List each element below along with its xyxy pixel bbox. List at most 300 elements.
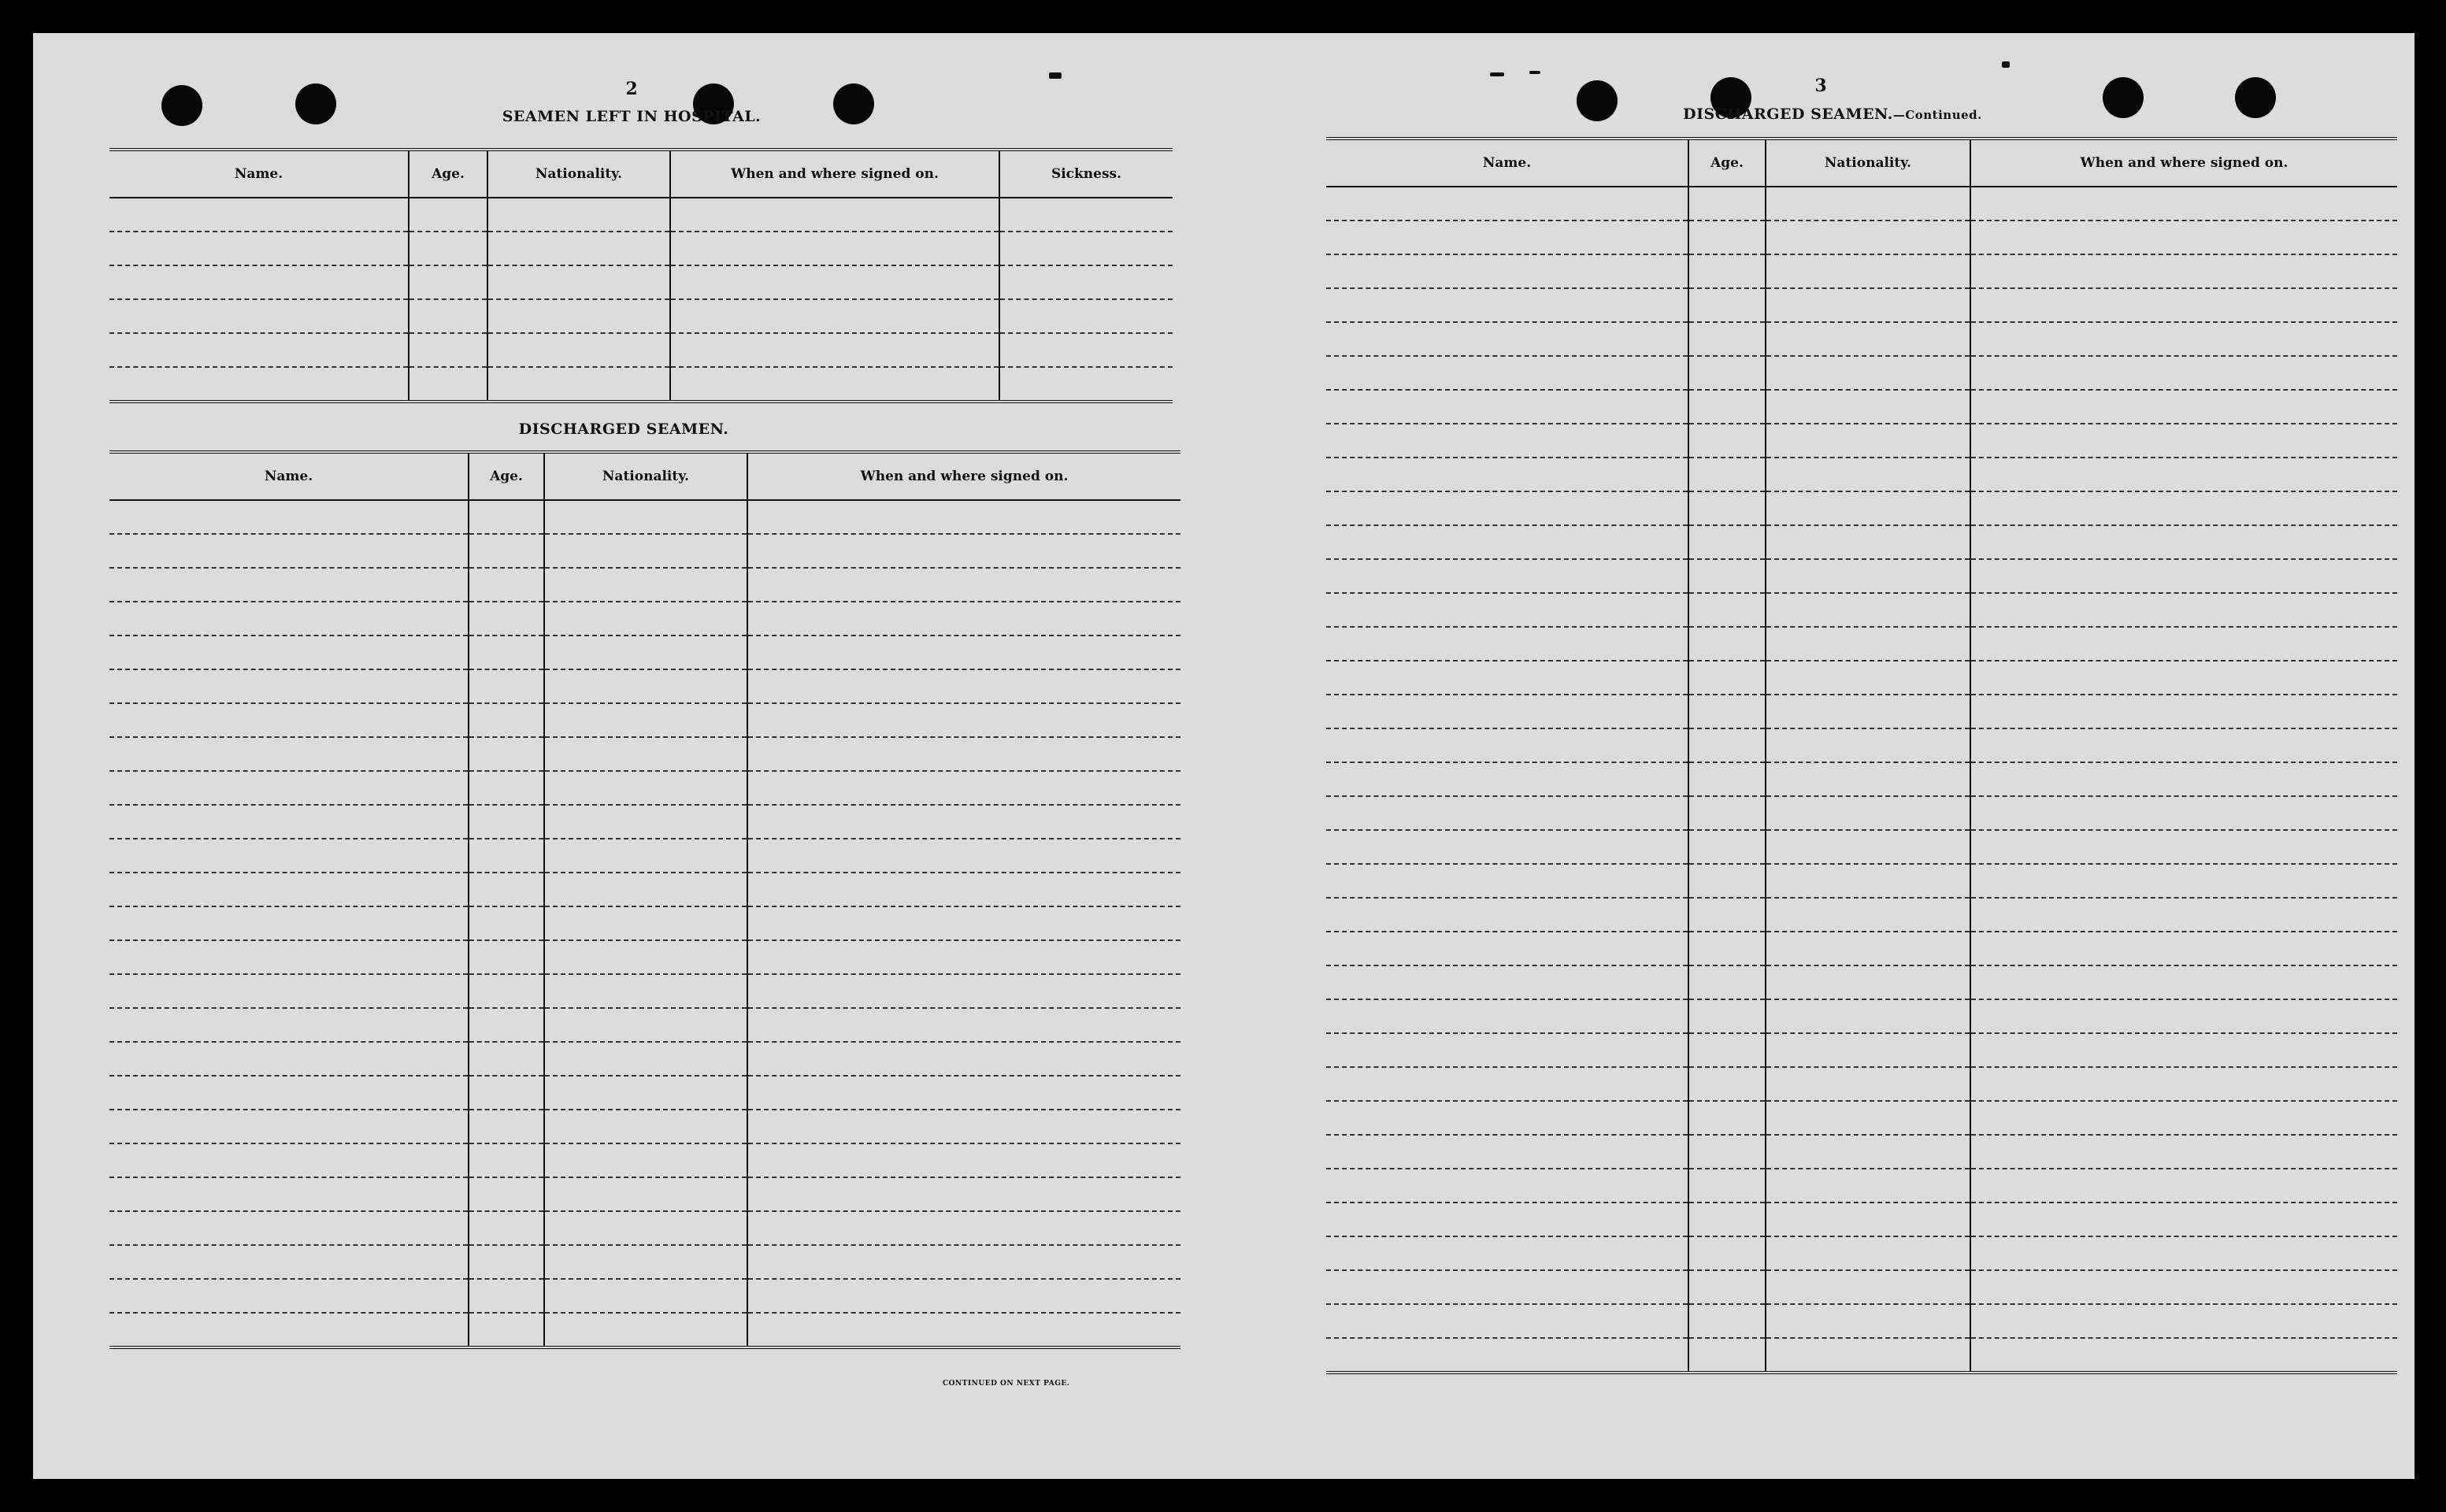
name-cell[interactable] bbox=[109, 1042, 469, 1076]
signed-on-cell[interactable] bbox=[747, 636, 1180, 669]
age-cell[interactable] bbox=[1688, 898, 1766, 932]
name-cell[interactable] bbox=[1326, 187, 1688, 220]
name-cell[interactable] bbox=[1326, 695, 1688, 728]
age-cell[interactable] bbox=[1688, 424, 1766, 458]
age-cell[interactable] bbox=[1688, 1033, 1766, 1067]
signed-on-cell[interactable] bbox=[747, 1279, 1180, 1313]
signed-on-cell[interactable] bbox=[670, 232, 999, 265]
signed-on-cell[interactable] bbox=[670, 299, 999, 333]
sickness-cell[interactable] bbox=[999, 367, 1173, 402]
name-cell[interactable] bbox=[109, 1008, 469, 1042]
name-cell[interactable] bbox=[109, 669, 469, 703]
age-cell[interactable] bbox=[1688, 728, 1766, 762]
name-cell[interactable] bbox=[1326, 864, 1688, 898]
nationality-cell[interactable] bbox=[544, 839, 747, 873]
age-cell[interactable] bbox=[469, 1177, 544, 1211]
name-cell[interactable] bbox=[1326, 1203, 1688, 1236]
nationality-cell[interactable] bbox=[1766, 220, 1970, 254]
table-row bbox=[109, 703, 1180, 737]
signed-on-cell[interactable] bbox=[1970, 254, 2397, 288]
name-cell[interactable] bbox=[1326, 458, 1688, 491]
age-cell[interactable] bbox=[409, 299, 487, 333]
name-cell[interactable] bbox=[1326, 1101, 1688, 1135]
signed-on-cell[interactable] bbox=[747, 1211, 1180, 1245]
name-cell[interactable] bbox=[1326, 220, 1688, 254]
name-cell[interactable] bbox=[1326, 999, 1688, 1033]
nationality-cell[interactable] bbox=[1766, 965, 1970, 999]
nationality-cell[interactable] bbox=[1766, 796, 1970, 830]
nationality-cell[interactable] bbox=[544, 906, 747, 940]
age-cell[interactable] bbox=[1688, 322, 1766, 356]
age-cell[interactable] bbox=[1688, 762, 1766, 796]
age-cell[interactable] bbox=[409, 232, 487, 265]
name-cell[interactable] bbox=[109, 1110, 469, 1143]
name-cell[interactable] bbox=[109, 805, 469, 839]
name-cell[interactable] bbox=[1326, 830, 1688, 864]
table-row bbox=[1326, 999, 2397, 1033]
nationality-cell[interactable] bbox=[544, 500, 747, 534]
signed-on-cell[interactable] bbox=[1970, 830, 2397, 864]
signed-on-cell[interactable] bbox=[747, 534, 1180, 568]
age-cell[interactable] bbox=[1688, 999, 1766, 1033]
age-cell[interactable] bbox=[1688, 288, 1766, 322]
nationality-cell[interactable] bbox=[544, 703, 747, 737]
age-cell[interactable] bbox=[469, 1245, 544, 1279]
table-row bbox=[1326, 1033, 2397, 1067]
signed-on-cell[interactable] bbox=[1970, 220, 2397, 254]
nationality-cell[interactable] bbox=[544, 1042, 747, 1076]
nationality-cell[interactable] bbox=[1766, 1067, 1970, 1101]
nationality-cell[interactable] bbox=[487, 198, 670, 232]
age-cell[interactable] bbox=[1688, 1203, 1766, 1236]
signed-on-cell[interactable] bbox=[1970, 1101, 2397, 1135]
signed-on-cell[interactable] bbox=[747, 1245, 1180, 1279]
nationality-cell[interactable] bbox=[544, 1110, 747, 1143]
signed-on-cell[interactable] bbox=[1970, 898, 2397, 932]
name-cell[interactable] bbox=[1326, 559, 1688, 593]
column-header-sickness: Sickness. bbox=[999, 150, 1173, 198]
signed-on-cell[interactable] bbox=[1970, 593, 2397, 627]
age-cell[interactable] bbox=[469, 771, 544, 805]
nationality-cell[interactable] bbox=[1766, 458, 1970, 491]
age-cell[interactable] bbox=[1688, 796, 1766, 830]
age-cell[interactable] bbox=[469, 636, 544, 669]
name-cell[interactable] bbox=[1326, 322, 1688, 356]
nationality-cell[interactable] bbox=[1766, 187, 1970, 220]
nationality-cell[interactable] bbox=[1766, 932, 1970, 965]
table-row bbox=[109, 1076, 1180, 1110]
age-cell[interactable] bbox=[409, 265, 487, 299]
name-cell[interactable] bbox=[109, 839, 469, 873]
signed-on-cell[interactable] bbox=[1970, 356, 2397, 390]
signed-on-cell[interactable] bbox=[1970, 796, 2397, 830]
nationality-cell[interactable] bbox=[544, 568, 747, 602]
nationality-cell[interactable] bbox=[1766, 356, 1970, 390]
age-cell[interactable] bbox=[1688, 661, 1766, 695]
nationality-cell[interactable] bbox=[544, 974, 747, 1008]
nationality-cell[interactable] bbox=[1766, 491, 1970, 525]
age-cell[interactable] bbox=[1688, 965, 1766, 999]
signed-on-cell[interactable] bbox=[747, 669, 1180, 703]
age-cell[interactable] bbox=[1688, 627, 1766, 661]
name-cell[interactable] bbox=[1326, 627, 1688, 661]
signed-on-cell[interactable] bbox=[747, 568, 1180, 602]
nationality-cell[interactable] bbox=[544, 636, 747, 669]
nationality-cell[interactable] bbox=[1766, 1101, 1970, 1135]
name-cell[interactable] bbox=[109, 1313, 469, 1347]
signed-on-cell[interactable] bbox=[1970, 187, 2397, 220]
table-row bbox=[1326, 796, 2397, 830]
age-cell[interactable] bbox=[1688, 559, 1766, 593]
table-row bbox=[109, 1042, 1180, 1076]
signed-on-cell[interactable] bbox=[747, 839, 1180, 873]
table-row bbox=[1326, 559, 2397, 593]
nationality-cell[interactable] bbox=[1766, 322, 1970, 356]
signed-on-cell[interactable] bbox=[1970, 1236, 2397, 1270]
signed-on-cell[interactable] bbox=[1970, 965, 2397, 999]
name-cell[interactable] bbox=[109, 636, 469, 669]
signed-on-cell[interactable] bbox=[1970, 525, 2397, 559]
age-cell[interactable] bbox=[409, 333, 487, 367]
age-cell[interactable] bbox=[1688, 932, 1766, 965]
age-cell[interactable] bbox=[1688, 458, 1766, 491]
nationality-cell[interactable] bbox=[1766, 830, 1970, 864]
nationality-cell[interactable] bbox=[1766, 1135, 1970, 1169]
age-cell[interactable] bbox=[469, 737, 544, 771]
age-cell[interactable] bbox=[469, 1211, 544, 1245]
table-row bbox=[1326, 356, 2397, 390]
name-cell[interactable] bbox=[1326, 796, 1688, 830]
name-cell[interactable] bbox=[1326, 1236, 1688, 1270]
signed-on-cell[interactable] bbox=[1970, 1270, 2397, 1304]
name-cell[interactable] bbox=[109, 500, 469, 534]
age-cell[interactable] bbox=[1688, 491, 1766, 525]
nationality-cell[interactable] bbox=[1766, 695, 1970, 728]
table-row bbox=[109, 1008, 1180, 1042]
age-cell[interactable] bbox=[469, 940, 544, 974]
name-cell[interactable] bbox=[1326, 593, 1688, 627]
age-cell[interactable] bbox=[1688, 525, 1766, 559]
signed-on-cell[interactable] bbox=[1970, 932, 2397, 965]
signed-on-cell[interactable] bbox=[670, 265, 999, 299]
signed-on-cell[interactable] bbox=[747, 1008, 1180, 1042]
signed-on-cell[interactable] bbox=[1970, 762, 2397, 796]
name-cell[interactable] bbox=[109, 265, 409, 299]
nationality-cell[interactable] bbox=[544, 940, 747, 974]
nationality-cell[interactable] bbox=[1766, 288, 1970, 322]
signed-on-cell[interactable] bbox=[1970, 1304, 2397, 1338]
nationality-cell[interactable] bbox=[1766, 559, 1970, 593]
nationality-cell[interactable] bbox=[544, 1177, 747, 1211]
signed-on-cell[interactable] bbox=[1970, 1169, 2397, 1203]
age-cell[interactable] bbox=[1688, 1338, 1766, 1373]
discharged-table-body bbox=[109, 500, 1180, 1347]
nationality-cell[interactable] bbox=[1766, 525, 1970, 559]
signed-on-cell[interactable] bbox=[747, 500, 1180, 534]
name-cell[interactable] bbox=[1326, 965, 1688, 999]
nationality-cell[interactable] bbox=[1766, 1304, 1970, 1338]
nationality-cell[interactable] bbox=[1766, 898, 1970, 932]
age-cell[interactable] bbox=[469, 500, 544, 534]
name-cell[interactable] bbox=[1326, 1169, 1688, 1203]
signed-on-cell[interactable] bbox=[1970, 559, 2397, 593]
nationality-cell[interactable] bbox=[487, 232, 670, 265]
name-cell[interactable] bbox=[109, 1279, 469, 1313]
name-cell[interactable] bbox=[109, 771, 469, 805]
name-cell[interactable] bbox=[109, 333, 409, 367]
age-cell[interactable] bbox=[1688, 1067, 1766, 1101]
nationality-cell[interactable] bbox=[544, 602, 747, 636]
name-cell[interactable] bbox=[109, 1245, 469, 1279]
name-cell[interactable] bbox=[109, 534, 469, 568]
age-cell[interactable] bbox=[469, 906, 544, 940]
nationality-cell[interactable] bbox=[487, 367, 670, 402]
age-cell[interactable] bbox=[1688, 220, 1766, 254]
signed-on-cell[interactable] bbox=[1970, 288, 2397, 322]
name-cell[interactable] bbox=[109, 232, 409, 265]
signed-on-cell[interactable] bbox=[1970, 424, 2397, 458]
signed-on-cell[interactable] bbox=[1970, 1067, 2397, 1101]
nationality-cell[interactable] bbox=[544, 737, 747, 771]
age-cell[interactable] bbox=[1688, 356, 1766, 390]
signed-on-cell[interactable] bbox=[1970, 627, 2397, 661]
name-cell[interactable] bbox=[1326, 288, 1688, 322]
name-cell[interactable] bbox=[1326, 1338, 1688, 1373]
age-cell[interactable] bbox=[469, 805, 544, 839]
signed-on-cell[interactable] bbox=[1970, 1203, 2397, 1236]
age-cell[interactable] bbox=[469, 1110, 544, 1143]
signed-on-cell[interactable] bbox=[1970, 864, 2397, 898]
age-cell[interactable] bbox=[1688, 830, 1766, 864]
age-cell[interactable] bbox=[469, 1279, 544, 1313]
nationality-cell[interactable] bbox=[1766, 728, 1970, 762]
age-cell[interactable] bbox=[1688, 1304, 1766, 1338]
signed-on-cell[interactable] bbox=[670, 367, 999, 402]
nationality-cell[interactable] bbox=[487, 265, 670, 299]
signed-on-cell[interactable] bbox=[1970, 1033, 2397, 1067]
nationality-cell[interactable] bbox=[544, 534, 747, 568]
name-cell[interactable] bbox=[109, 1143, 469, 1177]
age-cell[interactable] bbox=[469, 602, 544, 636]
name-cell[interactable] bbox=[109, 367, 409, 402]
nationality-cell[interactable] bbox=[1766, 254, 1970, 288]
table-row bbox=[1326, 830, 2397, 864]
name-cell[interactable] bbox=[109, 1177, 469, 1211]
name-cell[interactable] bbox=[109, 568, 469, 602]
nationality-cell[interactable] bbox=[1766, 424, 1970, 458]
name-cell[interactable] bbox=[1326, 762, 1688, 796]
nationality-cell[interactable] bbox=[544, 805, 747, 839]
sickness-cell[interactable] bbox=[999, 265, 1173, 299]
signed-on-cell[interactable] bbox=[747, 1177, 1180, 1211]
hospital-section-title: SEAMEN LEFT IN HOSPITAL. bbox=[502, 108, 762, 125]
signed-on-cell[interactable] bbox=[1970, 491, 2397, 525]
age-cell[interactable] bbox=[1688, 695, 1766, 728]
age-cell[interactable] bbox=[1688, 864, 1766, 898]
signed-on-cell[interactable] bbox=[747, 602, 1180, 636]
nationality-cell[interactable] bbox=[1766, 999, 1970, 1033]
signed-on-cell[interactable] bbox=[1970, 999, 2397, 1033]
age-cell[interactable] bbox=[469, 568, 544, 602]
table-row bbox=[1326, 728, 2397, 762]
signed-on-cell[interactable] bbox=[1970, 1135, 2397, 1169]
signed-on-cell[interactable] bbox=[747, 1110, 1180, 1143]
sickness-cell[interactable] bbox=[999, 299, 1173, 333]
signed-on-cell[interactable] bbox=[747, 940, 1180, 974]
age-cell[interactable] bbox=[469, 873, 544, 906]
nationality-cell[interactable] bbox=[544, 1143, 747, 1177]
name-cell[interactable] bbox=[1326, 1304, 1688, 1338]
signed-on-cell[interactable] bbox=[1970, 661, 2397, 695]
sickness-cell[interactable] bbox=[999, 198, 1173, 232]
nationality-cell[interactable] bbox=[1766, 593, 1970, 627]
column-header-age: Age. bbox=[469, 452, 544, 500]
name-cell[interactable] bbox=[1326, 898, 1688, 932]
age-cell[interactable] bbox=[1688, 1135, 1766, 1169]
name-cell[interactable] bbox=[1326, 491, 1688, 525]
discharged-continued-table-body bbox=[1326, 187, 2397, 1373]
age-cell[interactable] bbox=[1688, 1169, 1766, 1203]
name-cell[interactable] bbox=[109, 974, 469, 1008]
name-cell[interactable] bbox=[109, 602, 469, 636]
signed-on-cell[interactable] bbox=[747, 737, 1180, 771]
table-row bbox=[109, 974, 1180, 1008]
table-row bbox=[109, 367, 1173, 402]
age-cell[interactable] bbox=[1688, 187, 1766, 220]
table-row bbox=[109, 299, 1173, 333]
nationality-cell[interactable] bbox=[1766, 661, 1970, 695]
signed-on-cell[interactable] bbox=[670, 333, 999, 367]
signed-on-cell[interactable] bbox=[1970, 458, 2397, 491]
table-header-row bbox=[109, 452, 1180, 500]
nationality-cell[interactable] bbox=[487, 299, 670, 333]
signed-on-cell[interactable] bbox=[670, 198, 999, 232]
name-cell[interactable] bbox=[1326, 1135, 1688, 1169]
nationality-cell[interactable] bbox=[544, 1008, 747, 1042]
nationality-cell[interactable] bbox=[1766, 627, 1970, 661]
hospital-table bbox=[109, 148, 1173, 403]
signed-on-cell[interactable] bbox=[1970, 1338, 2397, 1373]
name-cell[interactable] bbox=[109, 940, 469, 974]
nationality-cell[interactable] bbox=[1766, 1169, 1970, 1203]
table-row bbox=[1326, 695, 2397, 728]
signed-on-cell[interactable] bbox=[747, 1042, 1180, 1076]
name-cell[interactable] bbox=[1326, 1270, 1688, 1304]
age-cell[interactable] bbox=[469, 974, 544, 1008]
age-cell[interactable] bbox=[1688, 593, 1766, 627]
name-cell[interactable] bbox=[109, 1076, 469, 1110]
name-cell[interactable] bbox=[1326, 424, 1688, 458]
name-cell[interactable] bbox=[1326, 254, 1688, 288]
age-cell[interactable] bbox=[469, 1042, 544, 1076]
name-cell[interactable] bbox=[1326, 525, 1688, 559]
name-cell[interactable] bbox=[109, 703, 469, 737]
table-row bbox=[1326, 220, 2397, 254]
name-cell[interactable] bbox=[109, 873, 469, 906]
name-cell[interactable] bbox=[109, 198, 409, 232]
signed-on-cell[interactable] bbox=[1970, 695, 2397, 728]
nationality-cell[interactable] bbox=[1766, 1033, 1970, 1067]
age-cell[interactable] bbox=[469, 1313, 544, 1347]
age-cell[interactable] bbox=[1688, 1236, 1766, 1270]
name-cell[interactable] bbox=[109, 1211, 469, 1245]
signed-on-cell[interactable] bbox=[747, 906, 1180, 940]
age-cell[interactable] bbox=[1688, 1101, 1766, 1135]
nationality-cell[interactable] bbox=[544, 1313, 747, 1347]
name-cell[interactable] bbox=[109, 737, 469, 771]
nationality-cell[interactable] bbox=[1766, 1338, 1970, 1373]
age-cell[interactable] bbox=[1688, 254, 1766, 288]
nationality-cell[interactable] bbox=[544, 1211, 747, 1245]
nationality-cell[interactable] bbox=[544, 1279, 747, 1313]
table-row bbox=[1326, 1270, 2397, 1304]
name-cell[interactable] bbox=[109, 299, 409, 333]
age-cell[interactable] bbox=[1688, 1270, 1766, 1304]
age-cell[interactable] bbox=[469, 839, 544, 873]
nationality-cell[interactable] bbox=[1766, 864, 1970, 898]
name-cell[interactable] bbox=[1326, 390, 1688, 424]
signed-on-cell[interactable] bbox=[747, 703, 1180, 737]
signed-on-cell[interactable] bbox=[747, 771, 1180, 805]
table-row bbox=[1326, 593, 2397, 627]
signed-on-cell[interactable] bbox=[747, 1076, 1180, 1110]
signed-on-cell[interactable] bbox=[747, 805, 1180, 839]
nationality-cell[interactable] bbox=[544, 1076, 747, 1110]
nationality-cell[interactable] bbox=[544, 771, 747, 805]
signed-on-cell[interactable] bbox=[1970, 322, 2397, 356]
nationality-cell[interactable] bbox=[544, 1245, 747, 1279]
nationality-cell[interactable] bbox=[487, 333, 670, 367]
table-row bbox=[1326, 1135, 2397, 1169]
signed-on-cell[interactable] bbox=[1970, 728, 2397, 762]
nationality-cell[interactable] bbox=[1766, 390, 1970, 424]
age-cell[interactable] bbox=[1688, 390, 1766, 424]
signed-on-cell[interactable] bbox=[747, 873, 1180, 906]
table-row bbox=[1326, 1236, 2397, 1270]
nationality-cell[interactable] bbox=[1766, 762, 1970, 796]
nationality-cell[interactable] bbox=[1766, 1270, 1970, 1304]
age-cell[interactable] bbox=[409, 367, 487, 402]
age-cell[interactable] bbox=[409, 198, 487, 232]
signed-on-cell[interactable] bbox=[747, 974, 1180, 1008]
name-cell[interactable] bbox=[1326, 1067, 1688, 1101]
name-cell[interactable] bbox=[109, 906, 469, 940]
age-cell[interactable] bbox=[469, 669, 544, 703]
table-row bbox=[109, 333, 1173, 367]
age-cell[interactable] bbox=[469, 703, 544, 737]
name-cell[interactable] bbox=[1326, 728, 1688, 762]
signed-on-cell[interactable] bbox=[747, 1143, 1180, 1177]
age-cell[interactable] bbox=[469, 1143, 544, 1177]
nationality-cell[interactable] bbox=[544, 669, 747, 703]
table-row bbox=[1326, 1304, 2397, 1338]
nationality-cell[interactable] bbox=[544, 873, 747, 906]
name-cell[interactable] bbox=[1326, 661, 1688, 695]
age-cell[interactable] bbox=[469, 534, 544, 568]
sickness-cell[interactable] bbox=[999, 333, 1173, 367]
age-cell[interactable] bbox=[469, 1076, 544, 1110]
nationality-cell[interactable] bbox=[1766, 1203, 1970, 1236]
name-cell[interactable] bbox=[1326, 1033, 1688, 1067]
sickness-cell[interactable] bbox=[999, 232, 1173, 265]
page-number: 2 bbox=[625, 79, 638, 99]
nationality-cell[interactable] bbox=[1766, 1236, 1970, 1270]
signed-on-cell[interactable] bbox=[1970, 390, 2397, 424]
name-cell[interactable] bbox=[1326, 932, 1688, 965]
age-cell[interactable] bbox=[469, 1008, 544, 1042]
name-cell[interactable] bbox=[1326, 356, 1688, 390]
signed-on-cell[interactable] bbox=[747, 1313, 1180, 1347]
